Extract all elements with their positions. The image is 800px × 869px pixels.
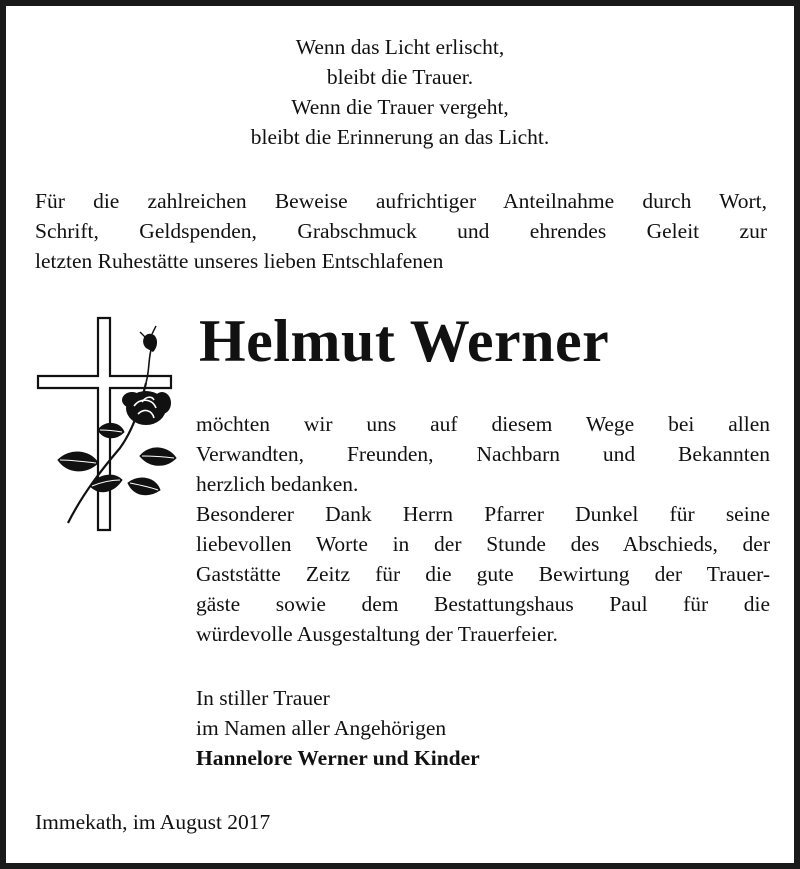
intro-line: Für die zahlreichen Beweise aufrichtiger Anteilnahme durch Wort, [35, 189, 767, 213]
poem-line: Wenn das Licht erlischt, [295, 35, 505, 59]
body-line: liebevollen Worte in der Stunde des Abschieds, der [196, 532, 770, 556]
thanks-body [196, 409, 770, 649]
memorial-poem [6, 32, 794, 152]
place-date: Immekath, im August 2017 [35, 810, 271, 834]
poem-line: bleibt die Trauer. [326, 65, 474, 89]
body-line: Gaststätte Zeitz für die gute Bewirtung der Trauer- [196, 562, 770, 586]
signature-block [196, 683, 716, 773]
body-line: möchten wir uns auf diesem Wege bei allen [196, 412, 770, 436]
body-line: würdevolle Ausgestaltung der Trauerfeier. [196, 622, 558, 646]
signature-line: In stiller Trauer [196, 686, 330, 710]
body-line: gäste sowie dem Bestattungshaus Paul für die [196, 592, 770, 616]
poem-line: bleibt die Erinnerung an das Licht. [250, 125, 550, 149]
body-line: herzlich bedanken. [196, 472, 359, 496]
poem-line: Wenn die Trauer vergeht, [291, 95, 509, 119]
signature-line: im Namen aller Angehörigen [196, 716, 447, 740]
thanks-intro [35, 186, 767, 276]
intro-line: Schrift, Geldspenden, Grabschmuck und ehrendes Geleit zur [35, 219, 767, 243]
deceased-name: Helmut Werner [199, 308, 610, 374]
body-line: Besonderer Dank Herrn Pfarrer Dunkel für seine [196, 502, 770, 526]
body-line: Verwandten, Freunden, Nachbarn und Bekannten [196, 442, 770, 466]
cross-with-rose-icon [28, 308, 188, 538]
mourners-names: Hannelore Werner und Kinder [196, 746, 480, 770]
intro-line: letzten Ruhestätte unseres lieben Entschlafenen [35, 249, 444, 273]
